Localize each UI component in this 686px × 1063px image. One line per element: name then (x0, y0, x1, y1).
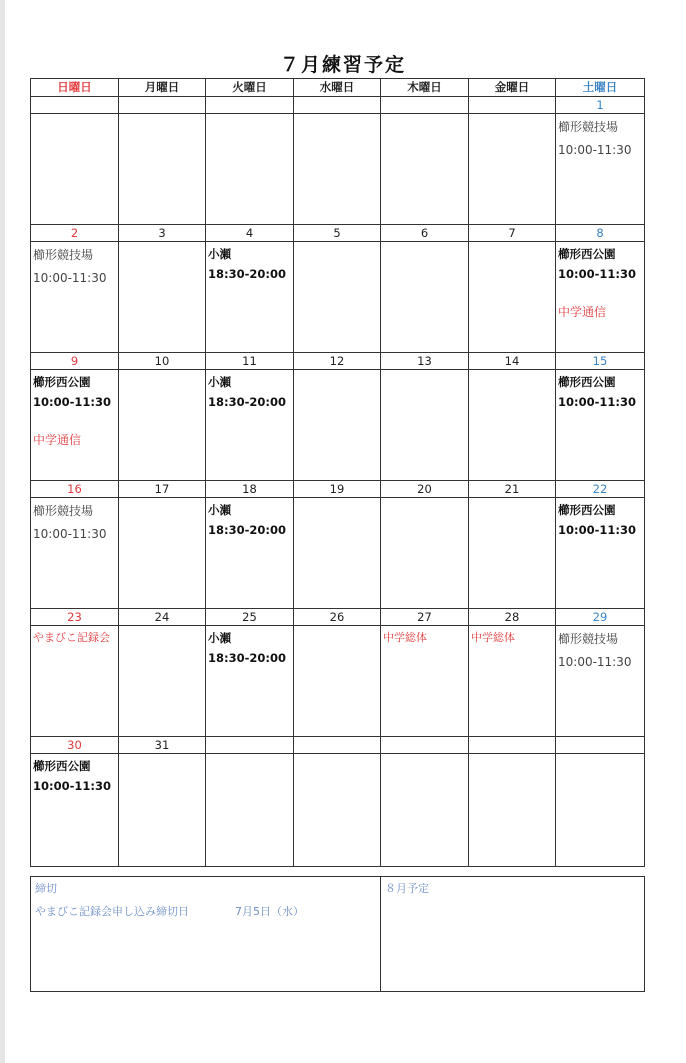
event-text: 中学通信 (558, 305, 607, 319)
date-number: 27 (381, 609, 469, 626)
date-number: 21 (469, 481, 556, 498)
day-events (381, 114, 468, 116)
day-cell (556, 370, 645, 481)
event-text: 10:00-11:30 (558, 523, 636, 537)
deadline-item: やまびこ記録会申し込み締切日 (35, 905, 189, 918)
deadline-note-row (35, 903, 376, 919)
day-cell (31, 626, 119, 737)
day-events (381, 754, 468, 756)
day-events (31, 370, 118, 450)
date-number: 24 (119, 609, 206, 626)
day-events (206, 242, 293, 284)
day-cell (206, 114, 294, 225)
day-events (556, 242, 644, 322)
event-text: やまびこ記録会 (33, 631, 110, 644)
date-number-row (31, 353, 645, 370)
date-number: 10 (119, 353, 206, 370)
date-number: 11 (206, 353, 294, 370)
day-events (31, 114, 118, 116)
day-events (469, 114, 555, 116)
day-cell (31, 754, 119, 867)
day-events (381, 370, 468, 372)
page-title: ７月練習予定 (279, 54, 406, 76)
day-events (556, 114, 644, 162)
day-cell (469, 242, 556, 353)
day-cell (31, 498, 119, 609)
event-text: 櫛形競技場 (33, 248, 94, 262)
date-number: 25 (206, 609, 294, 626)
day-cell (206, 754, 294, 867)
event-text: 櫛形競技場 (558, 632, 619, 646)
day-cell (556, 754, 645, 867)
date-number (206, 97, 294, 114)
day-cell (556, 498, 645, 609)
calendar-body (31, 79, 645, 867)
day-cell (469, 114, 556, 225)
date-number: 4 (206, 225, 294, 242)
date-number-row (31, 481, 645, 498)
event-text: 中学総体 (471, 631, 515, 644)
day-events (206, 114, 293, 116)
day-content-row (31, 498, 645, 609)
day-cell (556, 242, 645, 353)
date-number: 26 (294, 609, 381, 626)
day-events (206, 370, 293, 412)
day-events (31, 754, 118, 796)
day-cell (469, 626, 556, 737)
weekday-header: 金曜日 (469, 79, 556, 97)
calendar-grid (30, 78, 645, 867)
day-cell (119, 114, 206, 225)
day-cell (206, 498, 294, 609)
date-number: 2 (31, 225, 119, 242)
day-events (556, 498, 644, 540)
day-content-row (31, 370, 645, 481)
event-text: 小瀬 (208, 503, 231, 517)
date-number (31, 97, 119, 114)
date-number (119, 97, 206, 114)
date-number-row (31, 609, 645, 626)
day-cell (381, 754, 469, 867)
day-events (119, 114, 205, 116)
day-cell (119, 370, 206, 481)
day-content-row (31, 242, 645, 353)
deadline-date: 7月5日（水） (235, 905, 304, 918)
day-content-row (31, 114, 645, 225)
event-text: 櫛形競技場 (558, 120, 619, 134)
date-number: 23 (31, 609, 119, 626)
day-events (294, 370, 380, 372)
day-events (294, 242, 380, 244)
date-number: 1 (556, 97, 645, 114)
event-text: 櫛形西公園 (33, 375, 91, 389)
day-cell (381, 626, 469, 737)
day-cell (556, 114, 645, 225)
event-text: 櫛形競技場 (33, 504, 94, 518)
day-cell (381, 242, 469, 353)
day-cell (294, 498, 381, 609)
day-events (381, 498, 468, 500)
day-cell (31, 370, 119, 481)
event-text: 18:30-20:00 (208, 395, 286, 409)
day-events (119, 626, 205, 628)
day-events (556, 626, 644, 674)
weekday-header: 日曜日 (31, 79, 119, 97)
day-events (119, 498, 205, 500)
day-cell (119, 498, 206, 609)
date-number-row (31, 225, 645, 242)
date-number: 22 (556, 481, 645, 498)
event-text: 小瀬 (208, 247, 231, 261)
day-events (119, 242, 205, 244)
day-cell (469, 370, 556, 481)
event-text: 櫛形西公園 (33, 759, 91, 773)
date-number: 18 (206, 481, 294, 498)
day-events (556, 754, 644, 756)
notes-section (30, 876, 645, 992)
event-text: 小瀬 (208, 375, 231, 389)
day-events (206, 498, 293, 540)
day-cell (294, 242, 381, 353)
event-spacer (558, 284, 642, 302)
page-left-edge (0, 0, 5, 1063)
day-events (469, 754, 555, 756)
day-cell (556, 626, 645, 737)
date-number: 19 (294, 481, 381, 498)
event-text: 櫛形西公園 (558, 247, 616, 261)
event-text: 10:00-11:30 (33, 271, 107, 285)
day-events (31, 498, 118, 546)
event-text: 10:00-11:30 (558, 395, 636, 409)
date-number: 20 (381, 481, 469, 498)
date-number (294, 737, 381, 754)
date-number: 28 (469, 609, 556, 626)
day-events (206, 626, 293, 668)
event-text: 中学通信 (33, 433, 82, 447)
day-cell (381, 114, 469, 225)
august-plan-cell (381, 877, 645, 992)
date-number: 13 (381, 353, 469, 370)
date-number (206, 737, 294, 754)
day-cell (381, 370, 469, 481)
day-cell (206, 370, 294, 481)
event-text: 小瀬 (208, 631, 231, 645)
date-number: 29 (556, 609, 645, 626)
date-number (381, 737, 469, 754)
day-cell (294, 754, 381, 867)
date-number: 6 (381, 225, 469, 242)
day-events (469, 498, 555, 500)
day-cell (294, 626, 381, 737)
day-events (294, 754, 380, 756)
day-cell (119, 626, 206, 737)
day-events (119, 754, 205, 756)
event-text: 中学総体 (383, 631, 427, 644)
day-cell (469, 498, 556, 609)
day-cell (294, 370, 381, 481)
day-cell (469, 754, 556, 867)
date-number (469, 737, 556, 754)
event-text: 10:00-11:30 (33, 779, 111, 793)
weekday-header: 月曜日 (119, 79, 206, 97)
event-text: 櫛形西公園 (558, 375, 616, 389)
event-text: 10:00-11:30 (33, 395, 111, 409)
date-number: 15 (556, 353, 645, 370)
weekday-header-row (31, 79, 645, 97)
day-events (31, 626, 118, 648)
event-text: 10:00-11:30 (33, 527, 107, 541)
event-text: 18:30-20:00 (208, 267, 286, 281)
date-number: 31 (119, 737, 206, 754)
day-cell (31, 114, 119, 225)
date-number: 16 (31, 481, 119, 498)
day-content-row (31, 754, 645, 867)
date-number-row (31, 737, 645, 754)
event-text: 18:30-20:00 (208, 523, 286, 537)
date-number (381, 97, 469, 114)
date-number: 17 (119, 481, 206, 498)
day-events (381, 242, 468, 244)
day-cell (206, 626, 294, 737)
weekday-header: 火曜日 (206, 79, 294, 97)
day-events (556, 370, 644, 412)
deadline-label: 締切 (35, 882, 57, 895)
day-cell (31, 242, 119, 353)
date-number: 7 (469, 225, 556, 242)
date-number: 3 (119, 225, 206, 242)
date-number (294, 97, 381, 114)
event-text: 18:30-20:00 (208, 651, 286, 665)
day-cell (119, 754, 206, 867)
day-events (294, 114, 380, 116)
day-events (294, 498, 380, 500)
event-text: 櫛形西公園 (558, 503, 616, 517)
day-events (469, 370, 555, 372)
day-events (469, 626, 555, 648)
day-events (469, 242, 555, 244)
day-cell (294, 114, 381, 225)
day-cell (119, 242, 206, 353)
day-events (119, 370, 205, 372)
day-cell (206, 242, 294, 353)
date-number: 5 (294, 225, 381, 242)
day-events (294, 626, 380, 628)
date-number-row (31, 97, 645, 114)
event-spacer (33, 412, 116, 430)
date-number: 8 (556, 225, 645, 242)
date-number: 12 (294, 353, 381, 370)
day-cell (381, 498, 469, 609)
deadline-note-cell (31, 877, 381, 992)
date-number (469, 97, 556, 114)
event-text: 10:00-11:30 (558, 655, 632, 669)
date-number: 14 (469, 353, 556, 370)
day-content-row (31, 626, 645, 737)
day-events (381, 626, 468, 648)
weekday-header: 水曜日 (294, 79, 381, 97)
day-events (206, 754, 293, 756)
date-number (556, 737, 645, 754)
weekday-header: 木曜日 (381, 79, 469, 97)
weekday-header: 土曜日 (556, 79, 645, 97)
date-number: 9 (31, 353, 119, 370)
date-number: 30 (31, 737, 119, 754)
day-events (31, 242, 118, 290)
event-text: 10:00-11:30 (558, 267, 636, 281)
august-plan-label: ８月予定 (385, 882, 429, 895)
event-text: 10:00-11:30 (558, 143, 632, 157)
